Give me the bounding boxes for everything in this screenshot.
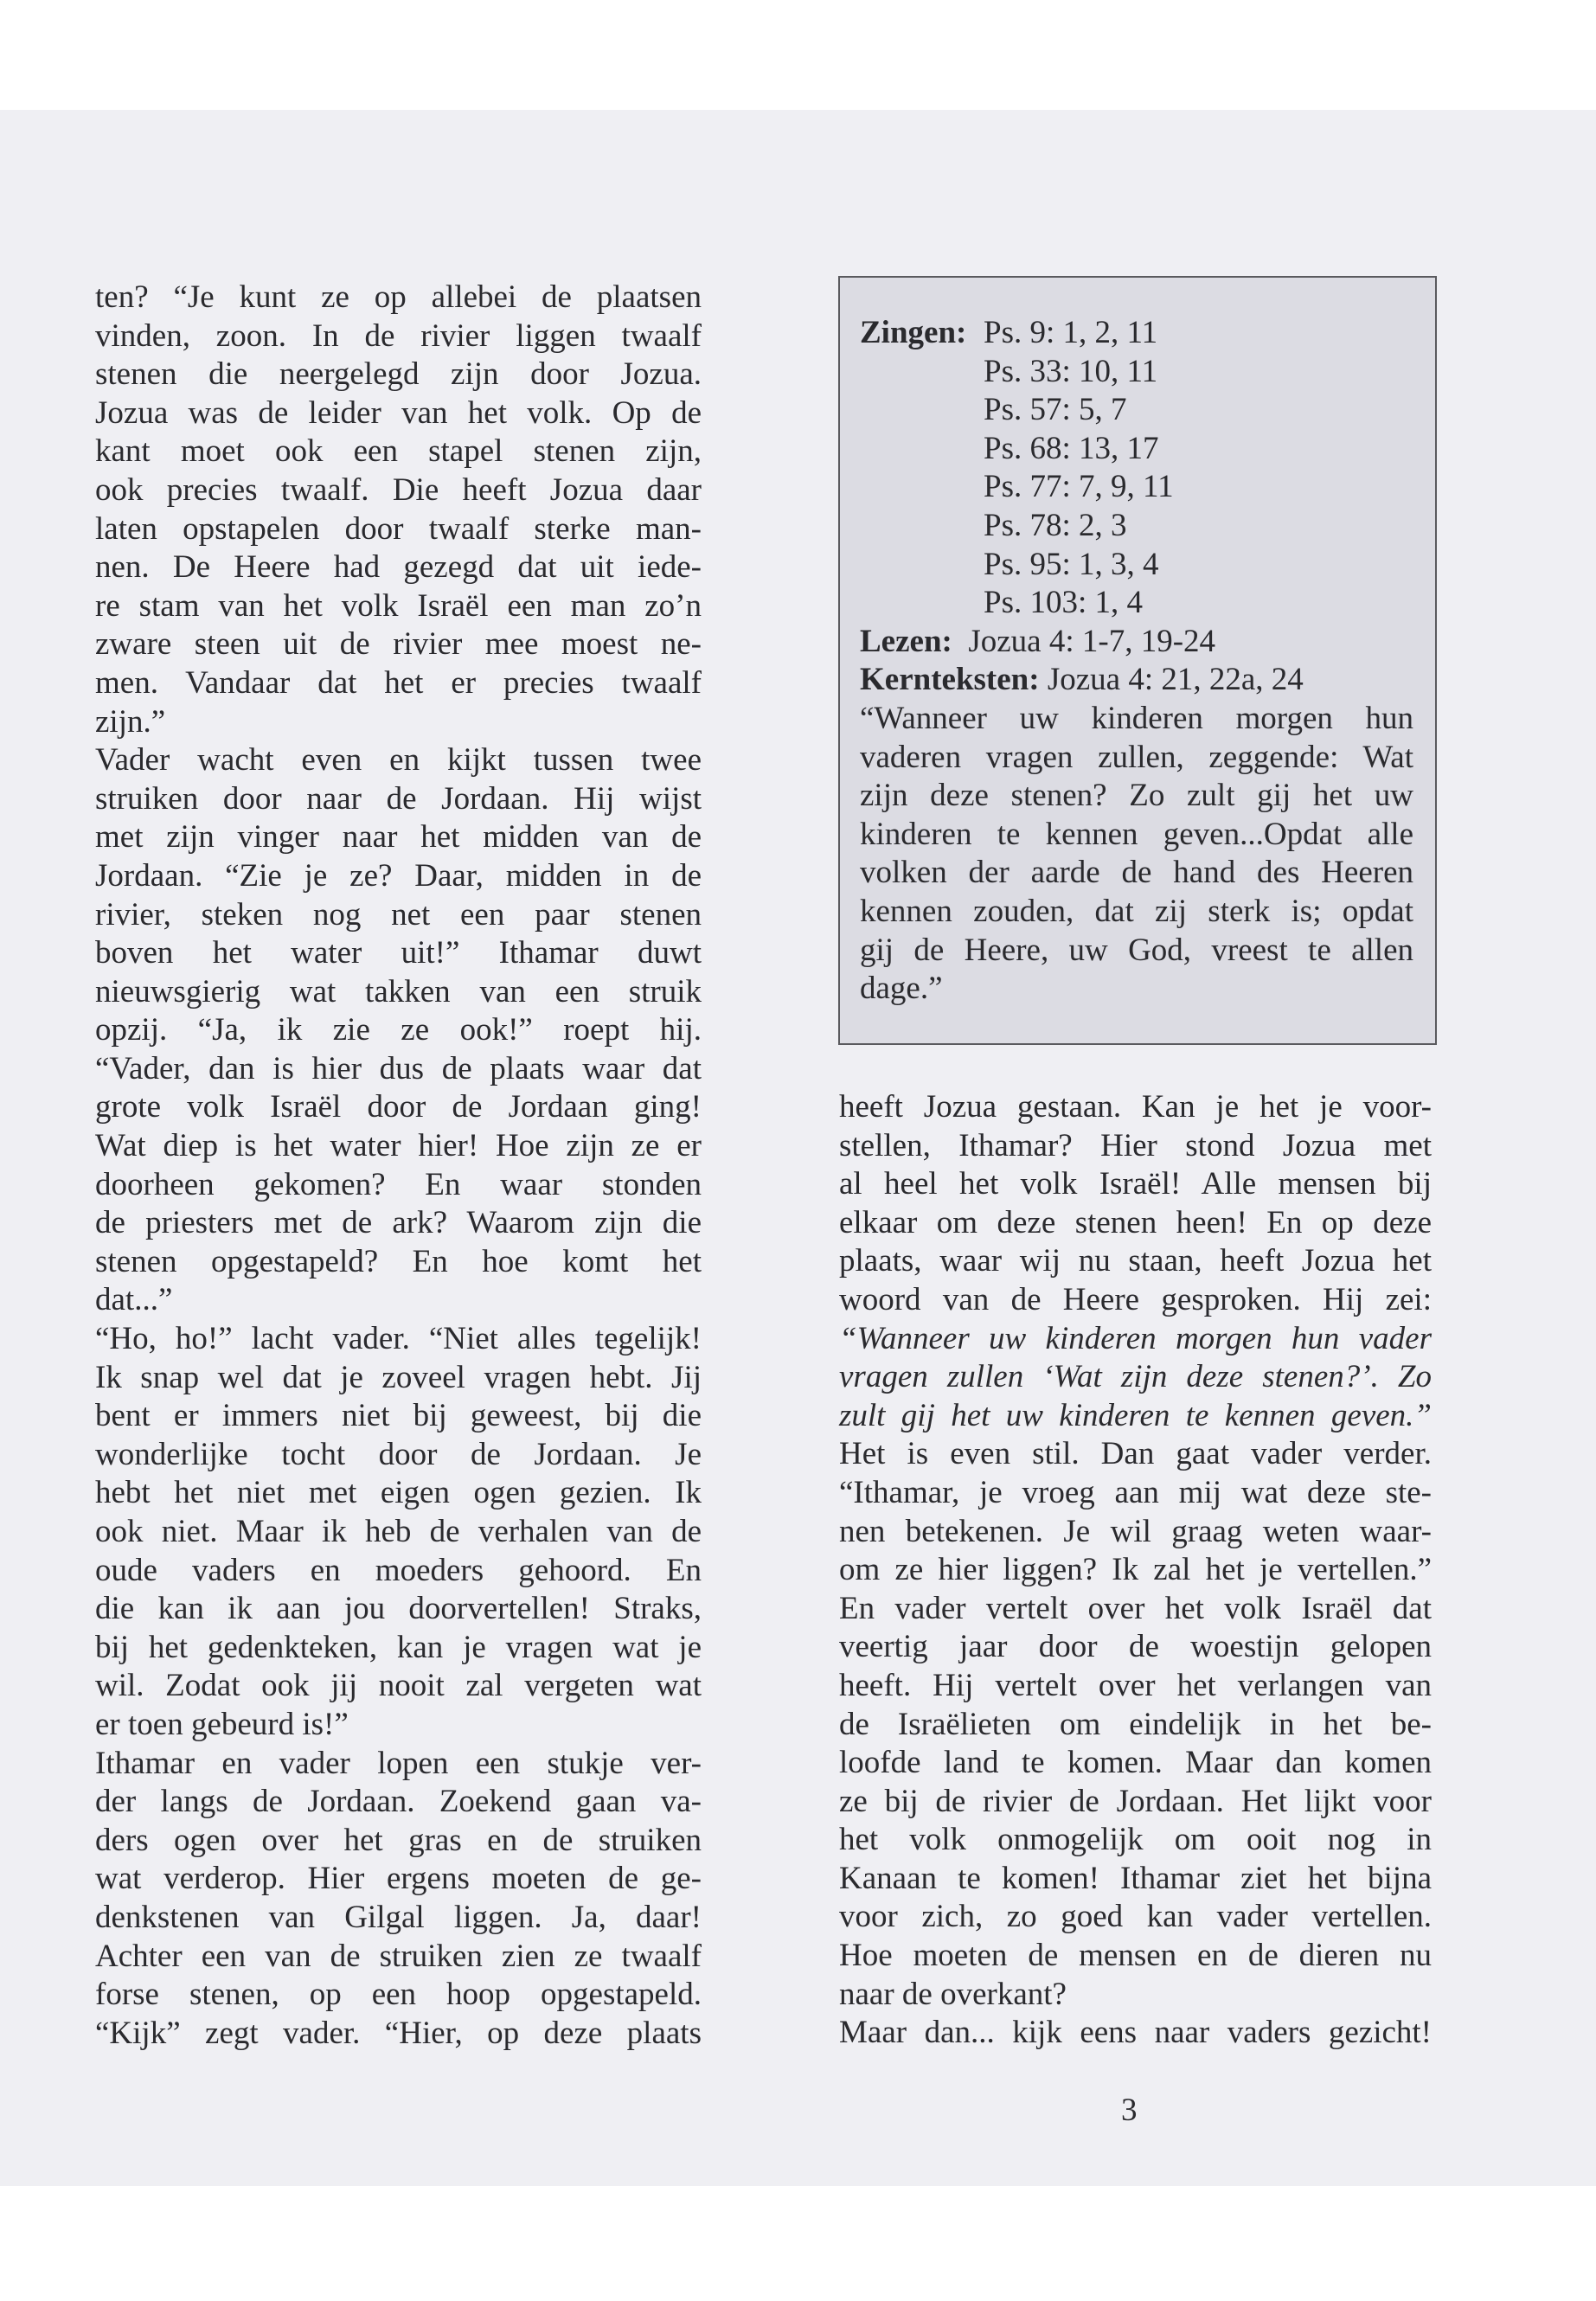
text-line: Jozua was de leider van het volk. Op de bbox=[95, 394, 702, 431]
text-line: Ithamar en vader lopen een stukje ver- bbox=[95, 1745, 702, 1781]
psalm-item: Ps. 77: 7, 9, 11 bbox=[984, 469, 1174, 505]
text-line: “Vader, dan is hier dus de plaats waar dat bbox=[95, 1050, 702, 1086]
text-line: men. Vandaar dat het er precies twaalf bbox=[95, 664, 702, 701]
text-line: stenen opgestapeld? En hoe komt het bbox=[95, 1243, 702, 1279]
text-line: die kan ik aan jou doorvertellen! Straks, bbox=[95, 1591, 702, 1627]
right-text-column bbox=[839, 1088, 1432, 2053]
text-line: ders ogen over het gras en de struiken bbox=[95, 1822, 702, 1858]
info-box bbox=[838, 276, 1437, 1045]
text-line: Achter een van de struiken zien ze twaalf bbox=[95, 1938, 702, 1974]
text-line: plaats, waar wij nu staan, heeft Jozua het bbox=[839, 1243, 1432, 1279]
text-line: Vader wacht even en kijkt tussen twee bbox=[95, 742, 702, 779]
text-line: zijn deze stenen? Zo zult gij het uw bbox=[860, 778, 1413, 814]
text-line: om ze hier liggen? Ik zal het je vertellen.” bbox=[839, 1552, 1432, 1588]
text-line: “Wanneer uw kinderen morgen hun bbox=[860, 700, 1413, 736]
text-line: wil. Zodat ook jij nooit zal vergeten wat bbox=[95, 1668, 702, 1704]
text-line: Wat diep is het water hier! Hoe zijn ze er bbox=[95, 1128, 702, 1164]
text-line: gij de Heere, uw God, vreest te allen bbox=[860, 932, 1413, 968]
text-line: der langs de Jordaan. Zoekend gaan va- bbox=[95, 1784, 702, 1820]
text-line: denkstenen van Gilgal liggen. Ja, daar! bbox=[95, 1899, 702, 1935]
psalm-row bbox=[860, 391, 1413, 430]
psalm-row bbox=[860, 546, 1413, 585]
text-line: stellen, Ithamar? Hier stond Jozua met bbox=[839, 1127, 1432, 1163]
text-line: dage.” bbox=[860, 971, 943, 1007]
text-line: forse stenen, op een hoop opgestapeld. bbox=[95, 1977, 702, 2013]
text-line: de priesters met de ark? Waarom zijn die bbox=[95, 1205, 702, 1241]
text-line: “Ithamar, je vroeg aan mij wat deze ste- bbox=[839, 1474, 1432, 1510]
text-line: zult gij het uw kinderen te kennen geven.” bbox=[839, 1397, 1432, 1433]
text-line: “Kijk” zegt vader. “Hier, op deze plaats bbox=[95, 2015, 702, 2051]
text-line: boven het water uit!” Ithamar duwt bbox=[95, 935, 702, 971]
text-line: Hoe moeten de mensen en de dieren nu bbox=[839, 1938, 1432, 1974]
key-text-quote bbox=[860, 700, 1413, 1009]
text-line: ook precies twaalf. Die heeft Jozua daar bbox=[95, 471, 702, 508]
text-line: zijn.” bbox=[95, 703, 166, 740]
text-line: loofde land te komen. Maar dan komen bbox=[839, 1745, 1432, 1781]
psalm-item: Ps. 78: 2, 3 bbox=[984, 507, 1127, 543]
text-line: struiken door naar de Jordaan. Hij wijst bbox=[95, 780, 702, 817]
text-line: Jordaan. “Zie je ze? Daar, midden in de bbox=[95, 857, 702, 894]
info-box-content bbox=[860, 314, 1413, 1009]
text-line: Het is even stil. Dan gaat vader verder. bbox=[839, 1436, 1432, 1472]
text-line: opzij. “Ja, ik zie ze ook!” roept hij. bbox=[95, 1012, 702, 1048]
text-line: kant moet ook een stapel stenen zijn, bbox=[95, 433, 702, 470]
text-line: vragen zullen ‘Wat zijn deze stenen?’. Zo bbox=[839, 1359, 1432, 1395]
text-line: rivier, steken nog net een paar stenen bbox=[95, 896, 702, 933]
text-line: “Ho, ho!” lacht vader. “Niet alles tegelijk! bbox=[95, 1321, 702, 1357]
text-line: kinderen te kennen geven...Opdat alle bbox=[860, 816, 1413, 852]
text-line: vaderen vragen zullen, zeggende: Wat bbox=[860, 739, 1413, 775]
text-line: vinden, zoon. In de rivier liggen twaalf bbox=[95, 317, 702, 354]
lezen-text: Jozua 4: 1-7, 19-24 bbox=[968, 623, 1216, 659]
lezen-label: Lezen: bbox=[860, 623, 952, 659]
text-line: bij het gedenkteken, kan je vragen wat je bbox=[95, 1629, 702, 1665]
text-line: heeft Jozua gestaan. Kan je het je voor- bbox=[839, 1089, 1432, 1125]
text-line: bent er immers niet bij geweest, bij die bbox=[95, 1398, 702, 1434]
text-line: kennen zouden, dat zij sterk is; opdat bbox=[860, 893, 1413, 929]
psalm-item: Ps. 9: 1, 2, 11 bbox=[984, 315, 1158, 350]
kernteksten-text: Jozua 4: 21, 22a, 24 bbox=[1047, 662, 1304, 698]
psalm-row bbox=[860, 468, 1413, 507]
zingen-label: Zingen: bbox=[860, 315, 967, 350]
psalm-row bbox=[860, 430, 1413, 469]
left-text-column bbox=[95, 279, 702, 2053]
text-line: met zijn vinger naar het midden van de bbox=[95, 819, 702, 856]
text-line: nen. De Heere had gezegd dat uit iede- bbox=[95, 549, 702, 586]
text-line: veertig jaar door de woestijn gelopen bbox=[839, 1629, 1432, 1665]
text-line: stenen die neergelegd zijn door Jozua. bbox=[95, 356, 702, 393]
text-line: zware steen uit de rivier mee moest ne- bbox=[95, 626, 702, 663]
psalm-item: Ps. 103: 1, 4 bbox=[984, 585, 1144, 621]
text-line: heeft. Hij vertelt over het verlangen van bbox=[839, 1667, 1432, 1703]
psalm-item: Ps. 57: 5, 7 bbox=[984, 392, 1127, 428]
text-line: volken der aarde de hand des Heeren bbox=[860, 855, 1413, 891]
text-line: dat...” bbox=[95, 1282, 173, 1318]
text-line: naar de overkant? bbox=[839, 1976, 1067, 2012]
psalm-row bbox=[860, 353, 1413, 392]
kernteksten-label: Kernteksten: bbox=[860, 662, 1040, 698]
text-line: hebt het niet met eigen ogen gezien. Ik bbox=[95, 1475, 702, 1511]
lezen-row bbox=[860, 623, 1413, 662]
text-line: ook niet. Maar ik heb de verhalen van de bbox=[95, 1514, 702, 1549]
psalm-item: Ps. 33: 10, 11 bbox=[984, 353, 1158, 389]
text-line: woord van de Heere gesproken. Hij zei: bbox=[839, 1281, 1432, 1317]
text-line: wat verderop. Hier ergens moeten de ge- bbox=[95, 1861, 702, 1897]
text-line: elkaar om deze stenen heen! En op deze bbox=[839, 1204, 1432, 1240]
text-line: voor zich, zo goed kan vader vertellen. bbox=[839, 1899, 1432, 1935]
psalm-item: Ps. 95: 1, 3, 4 bbox=[984, 546, 1159, 582]
text-line: nieuwsgierig wat takken van een struik bbox=[95, 973, 702, 1009]
psalm-row bbox=[860, 584, 1413, 623]
text-line: doorheen gekomen? En waar stonden bbox=[95, 1166, 702, 1202]
psalm-item: Ps. 68: 13, 17 bbox=[984, 430, 1159, 466]
text-line: al heel het volk Israël! Alle mensen bij bbox=[839, 1166, 1432, 1202]
text-line: Ik snap wel dat je zoveel vragen hebt. Jij bbox=[95, 1359, 702, 1395]
psalm-row bbox=[860, 507, 1413, 546]
kernteksten-row bbox=[860, 661, 1413, 700]
text-line: ze bij de rivier de Jordaan. Het lijkt voor bbox=[839, 1783, 1432, 1819]
text-line: “Wanneer uw kinderen morgen hun vader bbox=[839, 1320, 1432, 1356]
text-line: Maar dan... kijk eens naar vaders gezicht! bbox=[839, 2015, 1432, 2051]
text-line: En vader vertelt over het volk Israël dat bbox=[839, 1590, 1432, 1626]
text-line: er toen gebeurd is!” bbox=[95, 1706, 349, 1742]
psalm-list bbox=[860, 353, 1413, 623]
text-line: Kanaan te komen! Ithamar ziet het bijna bbox=[839, 1860, 1432, 1896]
text-line: ten? “Je kunt ze op allebei de plaatsen bbox=[95, 279, 702, 315]
text-line: de Israëlieten om eindelijk in het be- bbox=[839, 1706, 1432, 1742]
text-line: re stam van het volk Israël een man zo’n bbox=[95, 587, 702, 624]
text-line: laten opstapelen door twaalf sterke man- bbox=[95, 510, 702, 547]
text-line: nen betekenen. Je wil graag weten waar- bbox=[839, 1513, 1432, 1549]
text-line: oude vaders en moeders gehoord. En bbox=[95, 1552, 702, 1588]
text-line: het volk onmogelijk om ooit nog in bbox=[839, 1822, 1432, 1858]
text-line: wonderlijke tocht door de Jordaan. Je bbox=[95, 1436, 702, 1472]
text-line: grote volk Israël door de Jordaan ging! bbox=[95, 1089, 702, 1125]
zingen-row bbox=[860, 314, 1413, 353]
page-number: 3 bbox=[1121, 2093, 1138, 2128]
